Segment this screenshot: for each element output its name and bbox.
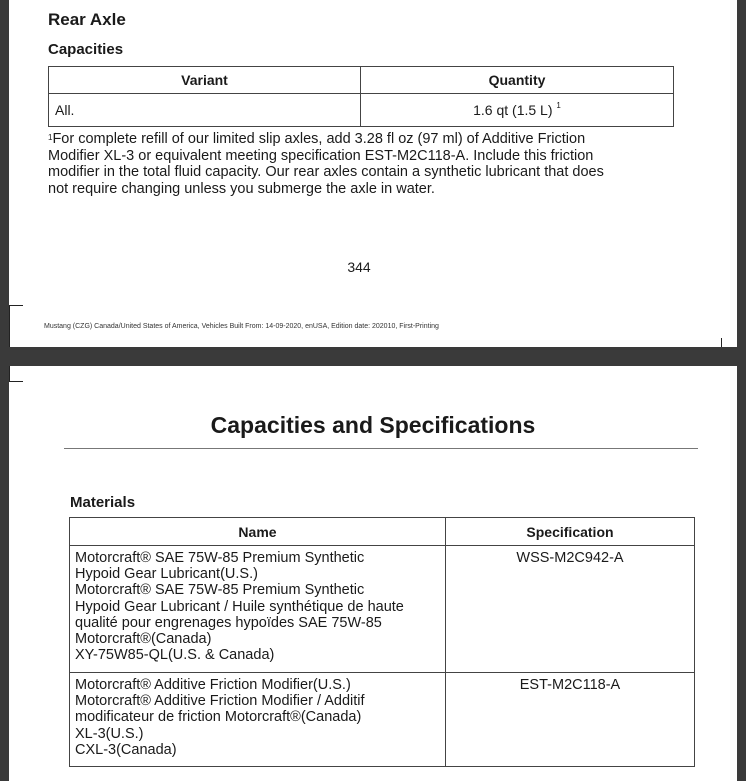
- crop-mark: [9, 305, 10, 347]
- table-row: [49, 94, 674, 127]
- document-page-344: [9, 0, 737, 347]
- name-line: XL-3(U.S.): [75, 725, 144, 742]
- specification-cell: WSS-M2C942-A: [446, 546, 695, 673]
- footnote-line: modifier in the total fluid capacity. Our rear axles contain a synthetic lubricant that does: [48, 164, 604, 180]
- name-line: Hypoid Gear Lubricant / Huile synthétique de haute: [75, 598, 404, 615]
- table-header-row: [70, 518, 695, 546]
- name-line: XY-75W85-QL(U.S. & Canada): [75, 647, 275, 664]
- footnote-marker: 1: [48, 133, 53, 142]
- name-line: modificateur de friction Motorcraft®(Canada): [75, 709, 362, 726]
- page-number: 344: [347, 259, 371, 275]
- quantity-cell: [361, 94, 674, 127]
- section-title: Rear Axle: [48, 10, 126, 29]
- name-line: Motorcraft® SAE 75W-85 Premium Synthetic: [75, 550, 365, 566]
- name-line: CXL-3(Canada): [75, 741, 177, 758]
- subsection-title: Materials: [70, 494, 136, 511]
- column-header-quantity: Quantity: [361, 67, 674, 94]
- crop-mark: [9, 366, 10, 382]
- footnote-line: not require changing unless you submerge the axle in water.: [48, 180, 435, 197]
- variant-cell: All.: [49, 94, 361, 127]
- crop-mark: [721, 338, 722, 347]
- column-header-name: Name: [70, 518, 446, 546]
- name-line: Motorcraft® Additive Friction Modifier(U.S.): [75, 677, 351, 693]
- subsection-title: Capacities: [48, 41, 124, 58]
- footnote-line: Modifier XL-3 or equivalent meeting specification EST-M2C118-A. Include this friction: [48, 147, 594, 164]
- footnote-line: For complete refill of our limited slip axles, add 3.28 fl oz (97 ml) of Additive Friction: [52, 131, 586, 147]
- title-rule: [64, 448, 698, 449]
- name-line: qualité pour engrenages hypoïdes SAE 75W-85: [75, 614, 382, 631]
- crop-mark: [9, 381, 23, 382]
- name-line: Motorcraft® Additive Friction Modifier / Additif: [75, 693, 365, 710]
- footnote: [48, 131, 688, 197]
- name-line: Motorcraft® SAE 75W-85 Premium Synthetic: [75, 582, 365, 599]
- table-row: [70, 673, 695, 767]
- page-title: Capacities and Specifications: [210, 412, 536, 438]
- specification-cell: EST-M2C118-A: [446, 673, 695, 767]
- footnote-ref: 1: [556, 101, 561, 110]
- table-header-row: [49, 67, 674, 94]
- materials-table: [69, 517, 695, 767]
- name-cell: [70, 546, 446, 673]
- column-header-specification: Specification: [446, 518, 695, 546]
- capacities-table: [48, 66, 674, 127]
- edition-line: Mustang (CZG) Canada/United States of America, Vehicles Built From: 14-09-2020, enUSA, Edition date: 202010, First-Printing: [44, 323, 439, 330]
- quantity-value: 1.6 qt (1.5 L): [473, 102, 553, 118]
- name-cell: [70, 673, 446, 767]
- table-row: [70, 546, 695, 673]
- crop-mark: [9, 305, 23, 306]
- name-line: Motorcraft®(Canada): [75, 631, 212, 648]
- name-line: Hypoid Gear Lubricant(U.S.): [75, 566, 258, 583]
- column-header-variant: Variant: [49, 67, 361, 94]
